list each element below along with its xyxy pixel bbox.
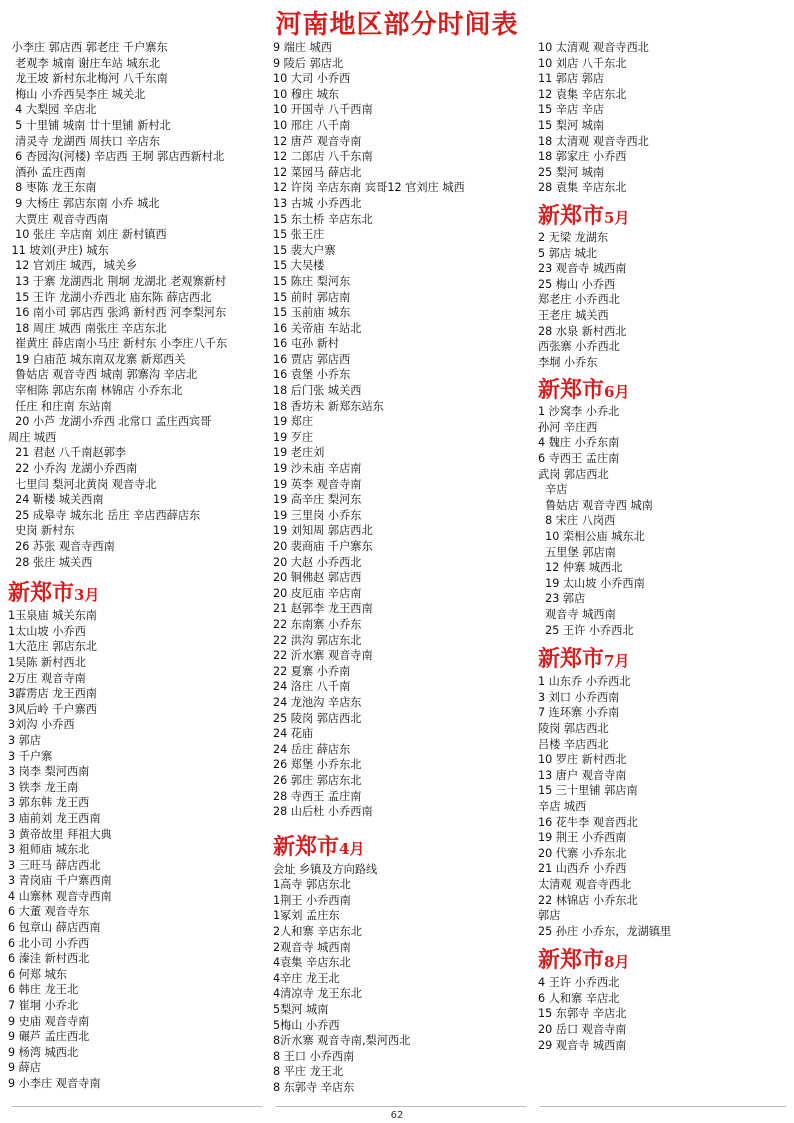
schedule-entry: 1 沙窝李 小乔北	[538, 405, 620, 419]
schedule-entry: 15 东郭寺 辛店北	[538, 1007, 627, 1021]
schedule-entry: 10 邢庄 八千南	[273, 118, 351, 132]
schedule-entry: 25 孙庄 小乔东，龙湖镇里	[538, 924, 672, 938]
schedule-entry: 6 人和寨 辛店北	[538, 991, 620, 1005]
schedule-entry: 七里闫 梨河北黄岗 观音寺北	[8, 477, 157, 491]
schedule-entry: 15 陈庄 梨河东	[273, 274, 351, 288]
section-city: 新郑市	[538, 947, 605, 974]
section-month: 5月	[604, 208, 630, 227]
schedule-entry: 22 沂水寨 观音寺南	[273, 649, 373, 663]
schedule-entry: 19 荆王 小乔西南	[538, 831, 627, 845]
schedule-entry: 郑老庄 小乔西北	[538, 293, 620, 307]
schedule-entry: 1大范庄 郭店东北	[8, 640, 97, 654]
schedule-entry: 大贾庄 观音寺西南	[8, 212, 109, 226]
schedule-entry: 9 大杨庄 郭店东南 小乔 城北	[8, 196, 160, 210]
section-month: 4月	[339, 839, 365, 858]
schedule-entry: 15 王许 龙湖小乔西北 庙东陈 薛店西北	[8, 290, 212, 304]
schedule-entry: 5梅山 小乔西	[273, 1018, 340, 1032]
schedule-entry: 20 代寨 小乔东北	[538, 846, 627, 860]
schedule-entry: 8 平庄 龙王北	[273, 1065, 344, 1079]
schedule-entry: 3 郭东韩 龙王西	[8, 796, 90, 810]
schedule-entry: 10 大司 小乔西	[273, 72, 351, 86]
schedule-entry: 辛店 城西	[538, 799, 587, 813]
schedule-entry: 21 山西乔 小乔西	[538, 862, 627, 876]
schedule-entry: 4 大梨园 辛店北	[8, 103, 97, 117]
schedule-entry: 20 裴商庙 千户寨东	[273, 540, 373, 553]
schedule-entry: 1玉泉庙 城关东南	[8, 609, 97, 623]
section-city: 新郑市	[273, 833, 340, 860]
schedule-entry: 3 岗李 梨河西南	[8, 765, 90, 779]
schedule-entry: 19 刘知周 郭店西北	[273, 524, 373, 538]
section-heading	[538, 202, 788, 230]
schedule-entry: 28 袁集 辛店东北	[538, 181, 627, 195]
schedule-entry: 26 郑堡 小乔东北	[273, 758, 362, 772]
schedule-entry: 16 关帝庙 车站北	[273, 321, 362, 335]
schedule-entry: 小李庄 郭店西 郭老庄 千户寨东	[8, 41, 168, 54]
page-number: 62	[390, 1110, 404, 1121]
schedule-entry: 9 碾芦 孟庄西北	[8, 1030, 90, 1044]
schedule-entry: 1太山坡 小乔西	[8, 624, 86, 638]
schedule-entry: 28 张庄 城关西	[8, 555, 93, 569]
schedule-entry: 清灵寺 龙湖西 周扶口 辛店东	[8, 134, 161, 148]
schedule-entry: 12 唐芦 观音寺南	[273, 134, 362, 148]
schedule-entry: 9 端庄 城西	[273, 41, 332, 54]
schedule-entry: 22 林锦店 小乔东北	[538, 893, 638, 907]
schedule-entry: 孙河 辛庄西	[538, 420, 598, 434]
schedule-entry: 任庄 和庄南 东站南	[8, 399, 112, 413]
schedule-entry: 1荆王 小乔西南	[273, 893, 351, 907]
schedule-entry: 21 赵郭李 龙王西南	[273, 602, 373, 616]
schedule-entry: 2人和寨 辛店东北	[273, 925, 362, 939]
schedule-entry: 19 歹庄	[273, 430, 314, 444]
schedule-entry: 2万庄 观音寺南	[8, 671, 86, 685]
section-city: 新郑市	[538, 202, 605, 229]
schedule-entry: 鲁姑店 观音寺西 城南 郭寨沟 辛店北	[8, 368, 198, 382]
schedule-entry: 酒孙 孟庄西南	[8, 165, 86, 179]
schedule-entry: 周庄 城西	[8, 430, 57, 444]
schedule-entry: 6 寺西王 孟庄南	[538, 452, 620, 466]
schedule-entry: 15 裴大户寨	[273, 243, 336, 257]
schedule-entry: 26 郭庄 郭店东北	[273, 773, 362, 787]
schedule-entry: 28 寺西王 孟庄南	[273, 789, 362, 803]
schedule-entry: 19 高辛庄 梨河东	[273, 493, 362, 507]
schedule-entry: 8 东郭寺 辛店东	[273, 1081, 355, 1094]
schedule-entry: 3 刘口 小乔西南	[538, 690, 620, 704]
schedule-entry: 19 英李 观音寺南	[273, 477, 362, 491]
schedule-entry: 10 穆庄 城东	[273, 87, 340, 101]
schedule-entry: 16 南小司 郭店西 张鸿 新村西 河李梨河东	[8, 306, 227, 320]
schedule-entry: 18 香坊未 新郑东站东	[273, 399, 384, 413]
schedule-entry: 15 前时 郭店南	[273, 290, 351, 304]
schedule-entry: 24 洛庄 八千南	[273, 680, 351, 694]
schedule-entry: 19 三里岗 小乔东	[273, 508, 362, 522]
schedule-entry: 3刘沟 小乔西	[8, 718, 75, 732]
section-month: 6月	[604, 383, 630, 402]
schedule-entry: 崔黄庄 薛店南小马庄 新村东 小李庄八千东	[8, 337, 228, 351]
schedule-entry: 4 王许 小乔西北	[538, 976, 620, 990]
section-heading	[538, 644, 788, 674]
schedule-entry: 李垌 小乔东	[538, 355, 598, 369]
schedule-entry: 15 大吴楼	[273, 259, 325, 273]
schedule-entry: 22 东南寨 小乔东	[273, 617, 362, 631]
schedule-entry: 3 青岗庙 千户寨西南	[8, 874, 112, 888]
schedule-entry: 6 大董 观音寺东	[8, 905, 90, 919]
schedule-entry: 五里堡 郭店南	[538, 545, 616, 559]
schedule-entry: 3霹雳店 龙王西南	[8, 687, 97, 701]
section-city: 新郑市	[538, 646, 605, 673]
schedule-entry: 15 张王庄	[273, 228, 325, 242]
schedule-entry: 15 辛店 辛店	[538, 103, 605, 117]
schedule-entry: 2观音寺 城西南	[273, 940, 351, 954]
schedule-entry: 29 观音寺 城西南	[538, 1038, 627, 1052]
schedule-entry: 3 三旺马 薛店西北	[8, 858, 101, 872]
schedule-entry: 28 山后杜 小乔西南	[273, 805, 373, 819]
schedule-entry: 16 屯孙 新村	[273, 337, 340, 351]
schedule-entry: 24 岳庄 薛店东	[273, 742, 351, 756]
schedule-entry: 11 郭店 郭店	[538, 72, 605, 86]
schedule-entry: 5 十里铺 城南 廿十里铺 新村北	[8, 118, 171, 132]
section-month: 8月	[604, 953, 630, 972]
schedule-entry: 6 杏园沟(河楼) 辛店西 王垌 郭店西新村北	[8, 150, 225, 164]
schedule-entry: 4 山寨林 观音寺西南	[8, 889, 112, 903]
schedule-entry: 10 罗庄 新村西北	[538, 753, 627, 767]
footer-rule-left	[12, 1106, 262, 1107]
schedule-entry: 13 唐户 观音寺南	[538, 768, 627, 782]
schedule-entry: 13 于寨 龙湖西北 荆垌 龙湖北 老观寨新村	[8, 274, 227, 288]
schedule-entry: 老观李 城南 谢庄车站 城东北	[8, 56, 161, 70]
column-2	[273, 40, 531, 1096]
schedule-entry: 3 祖师庙 城东北	[8, 843, 90, 857]
schedule-entry: 鲁姑店 观音寺西 城南	[538, 498, 653, 512]
schedule-entry: 25 梨河 城南	[538, 165, 605, 179]
schedule-entry: 19 郑庄	[273, 415, 314, 429]
schedule-entry: 22 夏寨 小乔南	[273, 664, 351, 678]
schedule-entry: 19 老庄刘	[273, 446, 325, 460]
schedule-entry: 12 仲寨 城西北	[538, 561, 623, 575]
schedule-entry: 20 大赵 小乔西北	[273, 555, 362, 569]
schedule-entry: 1吴陈 新村西北	[8, 655, 86, 669]
schedule-entry: 1高寺 郭店东北	[273, 878, 351, 892]
schedule-entry: 25 梅山 小乔西	[538, 277, 616, 291]
schedule-entry: 吕楼 辛店西北	[538, 737, 609, 751]
schedule-entry: 9 薛店	[8, 1061, 42, 1075]
schedule-entry: 15 玉前庙 城东	[273, 306, 351, 320]
schedule-entry: 史岗 新村东	[8, 524, 75, 538]
schedule-entry: 7 崔垌 小乔北	[8, 999, 79, 1013]
schedule-entry: 4清凉寺 龙王东北	[273, 987, 362, 1001]
schedule-entry: 20 岳口 观音寺南	[538, 1023, 627, 1037]
schedule-entry: 6 溱洼 新村西北	[8, 952, 90, 966]
section-heading	[538, 945, 788, 975]
schedule-entry: 11 坡刘(尹庄) 城东	[8, 243, 109, 257]
schedule-entry: 26 苏张 观音寺西南	[8, 540, 115, 553]
schedule-entry: 18 太清观 观音寺西北	[538, 134, 649, 148]
schedule-entry: 宰相陈 郭店东南 林锦店 小乔东北	[8, 384, 183, 398]
section-heading	[8, 578, 266, 608]
schedule-entry: 7 连环寨 小乔南	[538, 706, 620, 720]
schedule-entry: 6 包章山 薛店西南	[8, 921, 101, 935]
schedule-entry: 19 白庙范 城东南双龙寨 新郑西关	[8, 352, 186, 366]
page-title: 河南地区部分时间表	[275, 10, 519, 40]
schedule-entry: 24 花庙	[273, 727, 314, 741]
schedule-entry: 22 小乔沟 龙湖小乔西南	[8, 462, 138, 476]
schedule-entry: 2 无梁 龙湖东	[538, 230, 609, 244]
schedule-entry: 6 韩庄 龙王北	[8, 983, 79, 997]
schedule-entry: 10 张庄 辛店南 刘庄 新村镇西	[8, 228, 167, 242]
schedule-entry: 10 栾相公庙 城东北	[538, 530, 645, 544]
section-city: 新郑市	[8, 580, 75, 607]
footer-rule-middle	[276, 1106, 526, 1107]
schedule-entry: 15 梨河 城南	[538, 118, 605, 132]
schedule-entry: 王老庄 城关西	[538, 308, 609, 322]
section-month: 3月	[74, 586, 100, 605]
schedule-entry: 12 二郎店 八千东南	[273, 150, 373, 164]
schedule-entry: 24 龙池沟 辛店东	[273, 695, 362, 709]
schedule-entry: 龙王坡 新村东北梅河 八千东南	[8, 72, 168, 86]
schedule-entry: 4袁集 辛店东北	[273, 956, 351, 970]
schedule-entry: 25 王许 小乔西北	[538, 623, 634, 637]
schedule-entry: 3 千户寨	[8, 749, 53, 763]
schedule-entry: 3 黄帝故里 拜祖大典	[8, 827, 112, 841]
schedule-entry: 18 郭家庄 小乔西	[538, 150, 627, 164]
schedule-entry: 8 宋庄 八岗西	[538, 514, 616, 528]
schedule-entry: 西张寨 小乔西北	[538, 340, 620, 354]
schedule-entry: 5 郭店 城北	[538, 246, 597, 260]
schedule-entry: 10 刘店 八千东北	[538, 56, 627, 70]
column-3	[538, 40, 788, 1053]
schedule-entry: 10 开国寺 八千西南	[273, 103, 373, 117]
schedule-entry: 1冢刘 孟庄东	[273, 909, 340, 923]
schedule-entry: 辛店	[538, 483, 568, 497]
schedule-entry: 25 陵岗 郭店西北	[273, 711, 362, 725]
schedule-entry: 12 袁集 辛店东北	[538, 87, 627, 101]
schedule-entry: 10 太清观 观音寺西北	[538, 41, 649, 54]
schedule-entry: 6 何郑 城东	[8, 967, 67, 981]
section-city: 新郑市	[538, 377, 605, 404]
schedule-entry: 16 袁堡 小乔东	[273, 368, 351, 382]
schedule-entry: 18 周庄 城西 南张庄 辛店东北	[8, 321, 167, 335]
schedule-entry: 4辛庄 龙王北	[273, 971, 340, 985]
schedule-entry: 23 郭店	[538, 592, 586, 606]
column-1	[8, 40, 266, 1092]
schedule-entry: 9 史庙 观音寺南	[8, 1014, 90, 1028]
schedule-entry: 13 古城 小乔西北	[273, 196, 362, 210]
schedule-entry: 8 枣陈 龙王东南	[8, 181, 97, 195]
schedule-entry: 3 庙前刘 龙王西南	[8, 811, 101, 825]
section-heading	[538, 376, 788, 404]
schedule-entry: 9 陵后 郭店北	[273, 56, 344, 70]
schedule-entry: 20 铜佛赵 郭店西	[273, 571, 362, 585]
schedule-entry: 15 东土桥 辛店东北	[273, 212, 373, 226]
schedule-entry: 郭店	[538, 909, 561, 923]
schedule-entry: 12 菜园马 薛店北	[273, 165, 362, 179]
schedule-entry: 22 洪沟 郭店东北	[273, 633, 362, 647]
schedule-entry: 20 皮厄庙 辛店南	[273, 586, 362, 600]
schedule-entry: 8 王口 小乔西南	[273, 1049, 355, 1063]
section-month: 7月	[604, 652, 630, 671]
schedule-entry: 3 铁李 龙王南	[8, 780, 79, 794]
schedule-entry: 20 小芦 龙湖小乔西 北常口 孟庄西宾哥	[8, 415, 212, 429]
schedule-entry: 16 花牛李 观音西北	[538, 815, 638, 829]
schedule-entry: 24 靳楼 城关西南	[8, 493, 104, 507]
schedule-entry: 12 许岗 辛店东南 宾哥12 官刘庄 城西	[273, 181, 465, 195]
schedule-entry: 3风后岭 千户寨西	[8, 702, 97, 716]
schedule-entry: 武岗 郭店西北	[538, 467, 609, 481]
schedule-entry: 陵岗 郭店西北	[538, 721, 609, 735]
schedule-entry: 18 后门张 城关西	[273, 384, 362, 398]
footer-rule-right	[540, 1106, 786, 1107]
schedule-entry: 9 小李庄 观音寺南	[8, 1077, 101, 1090]
schedule-entry: 28 水泉 新村西北	[538, 324, 627, 338]
schedule-entry: 19 太山坡 小乔西南	[538, 576, 645, 590]
schedule-entry: 15 三十里铺 郭店南	[538, 784, 638, 798]
schedule-entry: 1 山东乔 小乔西北	[538, 675, 631, 689]
schedule-entry: 19 沙未庙 辛店南	[273, 462, 362, 476]
schedule-entry: 3 郭店	[8, 733, 42, 747]
schedule-entry: 8沂水寨 观音寺南,梨河西北	[273, 1034, 411, 1048]
schedule-entry: 4 魏庄 小乔东南	[538, 436, 620, 450]
schedule-entry: 观音寺 城西南	[538, 608, 616, 621]
schedule-entry: 会址 乡镇及方向路线	[273, 862, 378, 876]
schedule-entry: 梅山 小乔西吴李庄 城关北	[8, 87, 146, 101]
schedule-entry: 6 北小司 小乔西	[8, 936, 90, 950]
schedule-entry: 23 观音寺 城西南	[538, 262, 627, 276]
schedule-entry: 9 杨湾 城西北	[8, 1045, 79, 1059]
schedule-entry: 25 成皋寺 城东北 岳庄 辛店西薛店东	[8, 508, 201, 522]
schedule-entry: 16 贾店 郭店西	[273, 352, 351, 366]
schedule-entry: 5梨河 城南	[273, 1003, 329, 1017]
schedule-entry: 12 官刘庄 城西，城关乡	[8, 259, 138, 273]
section-heading	[273, 832, 531, 862]
schedule-entry: 21 君赵 八千南赵郭李	[8, 446, 126, 460]
schedule-entry: 太清观 观音寺西北	[538, 877, 632, 891]
